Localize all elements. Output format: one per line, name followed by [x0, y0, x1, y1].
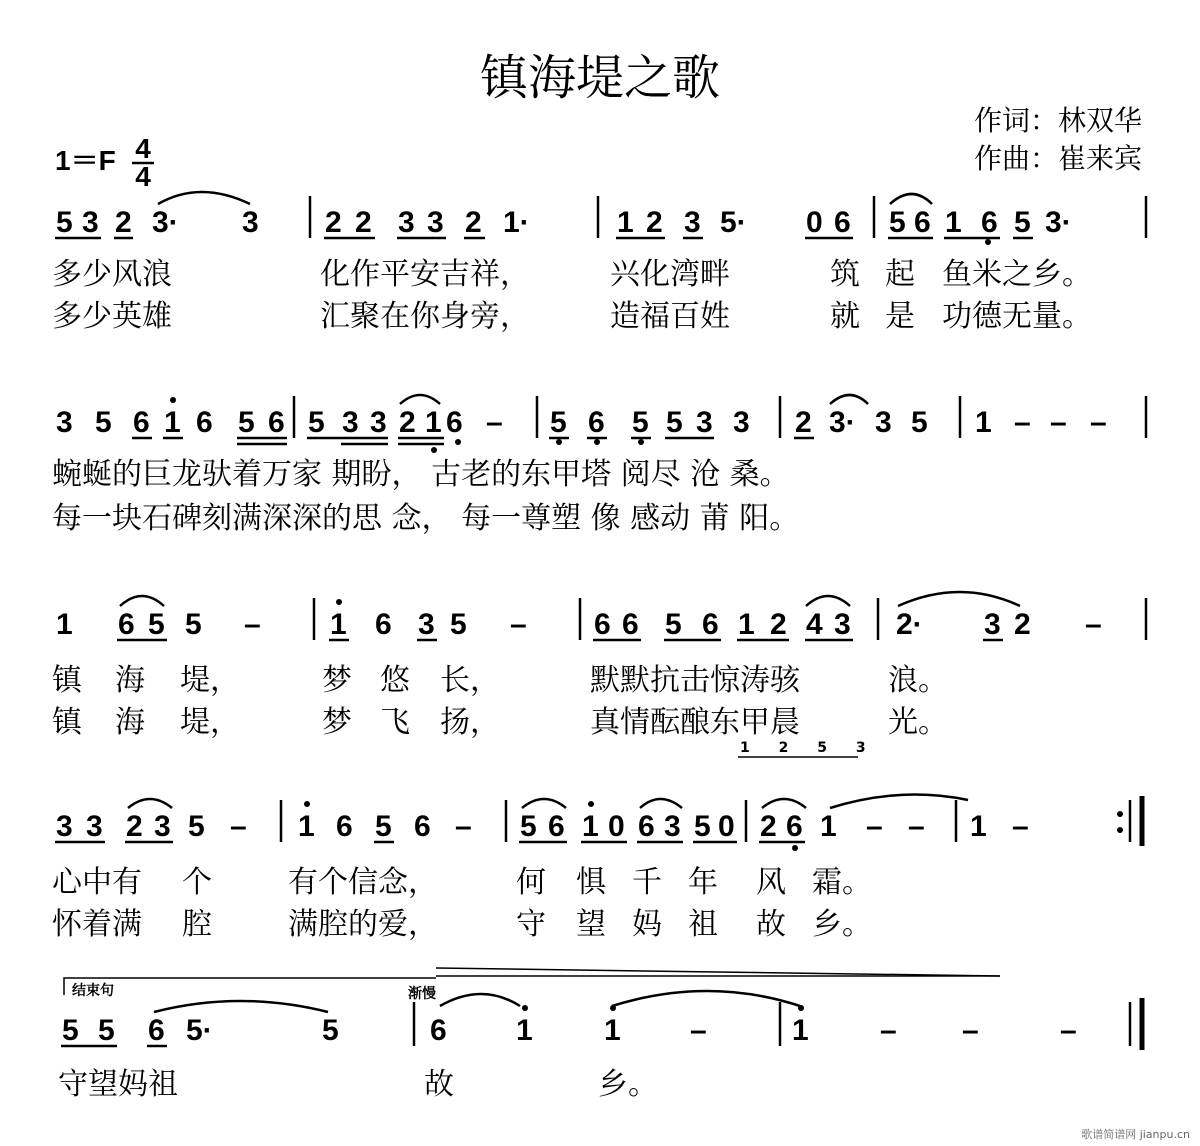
note: – — [455, 810, 472, 843]
note: 6 — [548, 810, 565, 843]
lyric: 故 — [756, 907, 786, 942]
lyric: 默默抗击惊涛骇 — [590, 663, 800, 698]
lyric: 光。 — [888, 705, 948, 740]
lyric: 腔 — [182, 907, 212, 942]
lyric: 浪。 — [888, 663, 948, 698]
lyric: 守 — [516, 907, 546, 942]
note: – — [690, 1014, 707, 1047]
note: 3· — [152, 206, 179, 239]
note: 6 — [702, 608, 719, 641]
tempo-mark: 渐慢 — [408, 986, 436, 1002]
note: 3 — [154, 810, 171, 843]
lyric: 梦 — [322, 663, 352, 698]
note: – — [1014, 406, 1031, 439]
lyric: 乡。 — [598, 1067, 658, 1102]
high-octave-dot — [336, 599, 342, 605]
note: 5 — [148, 608, 165, 641]
note: 6 — [446, 406, 463, 439]
note: – — [1090, 406, 1107, 439]
line-5-octave-dots — [522, 1005, 804, 1011]
lyric: 妈 — [632, 907, 662, 942]
note: 1 — [425, 406, 442, 439]
note: 3 — [370, 406, 387, 439]
lyric: 满腔的爱， — [288, 907, 438, 942]
note: 1 — [298, 810, 315, 843]
note: – — [486, 406, 503, 439]
lyric: 化作平安吉祥， — [320, 257, 530, 292]
note: 5 — [450, 608, 467, 641]
note: 6 — [981, 206, 998, 239]
lyric: 何 — [516, 865, 546, 900]
note: – — [962, 1014, 979, 1047]
note: 5 — [375, 810, 392, 843]
note: 2 — [399, 406, 416, 439]
note: 6 — [430, 1014, 447, 1047]
lyric: 堤， — [180, 663, 240, 698]
note: 6 — [914, 206, 931, 239]
lyric: 海 — [115, 705, 145, 740]
note: 5 — [188, 810, 205, 843]
lyric: 守望妈祖 — [58, 1067, 178, 1102]
note: 3 — [684, 206, 701, 239]
note: 1 — [975, 406, 992, 439]
note: 2 — [355, 206, 372, 239]
note: 6 — [588, 406, 605, 439]
composer-credit: 作曲：崔来宾 — [973, 142, 1142, 175]
note: – — [1085, 608, 1102, 641]
note: – — [880, 1014, 897, 1047]
lyric: 祖 — [688, 907, 718, 942]
key-signature: 1＝F — [55, 145, 116, 176]
lyric: 个 — [182, 865, 212, 900]
note: 6 — [133, 406, 150, 439]
note: 5 — [185, 608, 202, 641]
note: 3 — [427, 206, 444, 239]
note: 3 — [664, 810, 681, 843]
note: 6 — [414, 810, 431, 843]
lyric: 起 — [885, 257, 915, 292]
note: 6 — [336, 810, 353, 843]
lyric: 造福百姓 — [610, 299, 730, 334]
note: 2 — [115, 206, 132, 239]
line-1-notes — [56, 206, 1072, 239]
note: 6 — [148, 1014, 165, 1047]
lyric: 就 — [830, 299, 860, 334]
note: 2 — [760, 810, 777, 843]
note: – — [1060, 1014, 1077, 1047]
lyric: 兴化湾畔 — [610, 257, 730, 292]
note: 5 — [911, 406, 928, 439]
line-5-markings — [61, 991, 1142, 1050]
note: 5 — [322, 1014, 339, 1047]
note: 5 — [98, 1014, 115, 1047]
line-2-notes — [56, 406, 1107, 439]
note: 6 — [375, 608, 392, 641]
note: 6 — [594, 608, 611, 641]
note: 5 — [62, 1014, 79, 1047]
song-title: 镇海堤之歌 — [479, 50, 721, 106]
note: 3 — [82, 206, 99, 239]
lyric: 筑 — [830, 257, 860, 292]
lyric: 年 — [688, 865, 718, 900]
note: 3 — [56, 406, 73, 439]
note: 3 — [86, 810, 103, 843]
lyric: 扬， — [440, 705, 500, 740]
lyricist-credit: 作词：林双华 — [973, 104, 1142, 137]
lyric: 多少风浪 — [52, 257, 172, 292]
lyric: 霜。 — [812, 865, 872, 900]
lyric: 飞 — [380, 705, 410, 740]
lyric: 多少英雄 — [52, 299, 172, 334]
lyric: 梦 — [322, 705, 352, 740]
note: 1 — [330, 608, 347, 641]
note: 6 — [638, 810, 655, 843]
alternate-notes: 1 2 5 3 — [740, 740, 878, 756]
lyric: 故 — [424, 1067, 454, 1102]
ending-bracket — [64, 968, 1000, 995]
note: 3 — [398, 206, 415, 239]
lyric: 真情酝酿东甲晨 — [590, 705, 800, 740]
lyric: 风 — [756, 865, 786, 900]
note: 3 — [984, 608, 1001, 641]
line-5-notes — [62, 1014, 1077, 1047]
note: 2 — [770, 608, 787, 641]
note: 3 — [242, 206, 259, 239]
lyric: 长， — [440, 663, 500, 698]
note: 3 — [418, 608, 435, 641]
lyric: 是 — [885, 299, 915, 334]
note: 2 — [465, 206, 482, 239]
lyric: 镇 — [52, 663, 82, 698]
note: 6 — [786, 810, 803, 843]
note: 3· — [829, 406, 856, 439]
note: 1 — [945, 206, 962, 239]
note: – — [908, 810, 925, 843]
note: 1 — [792, 1014, 809, 1047]
lyric: 望 — [576, 907, 606, 942]
note: 1 — [56, 608, 73, 641]
lyric: 惧 — [576, 865, 606, 900]
note: 0 — [718, 810, 735, 843]
note: 3 — [342, 406, 359, 439]
lyric: 汇聚在你身旁， — [320, 299, 530, 334]
note: – — [244, 608, 261, 641]
note: 5 — [238, 406, 255, 439]
note: 5 — [550, 406, 567, 439]
note: 2 — [325, 206, 342, 239]
note: 5· — [720, 206, 747, 239]
note: 5 — [889, 206, 906, 239]
note: 3 — [696, 406, 713, 439]
note: 1 — [516, 1014, 533, 1047]
note: 5 — [308, 406, 325, 439]
lyric: 千 — [632, 865, 662, 900]
note: 2 — [646, 206, 663, 239]
low-octave-dot — [985, 239, 991, 245]
note: 6 — [196, 406, 213, 439]
lyric: 有个信念， — [288, 865, 438, 900]
ending-label: 结束句 — [72, 983, 114, 999]
lyric: 堤， — [180, 705, 240, 740]
watermark: 歌谱简谱网 jianpu.cn — [1081, 1128, 1190, 1141]
note: 5· — [186, 1014, 213, 1047]
note: 3· — [1045, 206, 1072, 239]
note: 5 — [1014, 206, 1031, 239]
note: 3 — [834, 608, 851, 641]
lyric: 功德无量。 — [942, 299, 1092, 334]
note: 5 — [632, 406, 649, 439]
lyric: 海 — [115, 663, 145, 698]
lyric-verse-2: 每一块石碑刻满深深的思 念， 每一尊塑 像 感动 莆 阳。 — [52, 501, 800, 536]
note: 5 — [694, 810, 711, 843]
note: 2 — [126, 810, 143, 843]
lyric: 心中有 — [52, 865, 142, 900]
note: 1 — [617, 206, 634, 239]
note: 1 — [164, 406, 181, 439]
note: 1 — [582, 810, 599, 843]
note: 3 — [875, 406, 892, 439]
note: 6 — [268, 406, 285, 439]
lyric: 鱼米之乡。 — [942, 257, 1092, 292]
lyric: 悠 — [380, 663, 410, 698]
note: 2· — [896, 608, 923, 641]
note: 1 — [604, 1014, 621, 1047]
lyric: 怀着满 — [52, 907, 142, 942]
note: – — [1012, 810, 1029, 843]
note: – — [230, 810, 247, 843]
note: 3 — [733, 406, 750, 439]
lyric: 乡。 — [812, 907, 872, 942]
note: 6 — [834, 206, 851, 239]
note: – — [866, 810, 883, 843]
note: 4 — [806, 608, 823, 641]
note: 1· — [503, 206, 530, 239]
time-signature-top: 4 — [135, 133, 151, 164]
note: 1 — [738, 608, 755, 641]
note: 3 — [56, 810, 73, 843]
note: 0 — [806, 206, 823, 239]
note: 2 — [1014, 608, 1031, 641]
note: 1 — [820, 810, 837, 843]
note: 6 — [118, 608, 135, 641]
note: 6 — [622, 608, 639, 641]
note: 5 — [666, 406, 683, 439]
note: 5 — [56, 206, 73, 239]
note: – — [510, 608, 527, 641]
lyric-verse-1: 蜿蜒的巨龙驮着万家 期盼， 古老的东甲塔 阅尽 沧 桑。 — [52, 457, 790, 492]
note: – — [1050, 406, 1067, 439]
note: 5 — [665, 608, 682, 641]
note: 5 — [520, 810, 537, 843]
note: 1 — [970, 810, 987, 843]
time-signature-bottom: 4 — [135, 161, 151, 192]
lyric: 镇 — [52, 705, 82, 740]
note: 5 — [95, 406, 112, 439]
note: 2 — [795, 406, 812, 439]
note: 0 — [608, 810, 625, 843]
line-4-notes — [56, 810, 1029, 843]
